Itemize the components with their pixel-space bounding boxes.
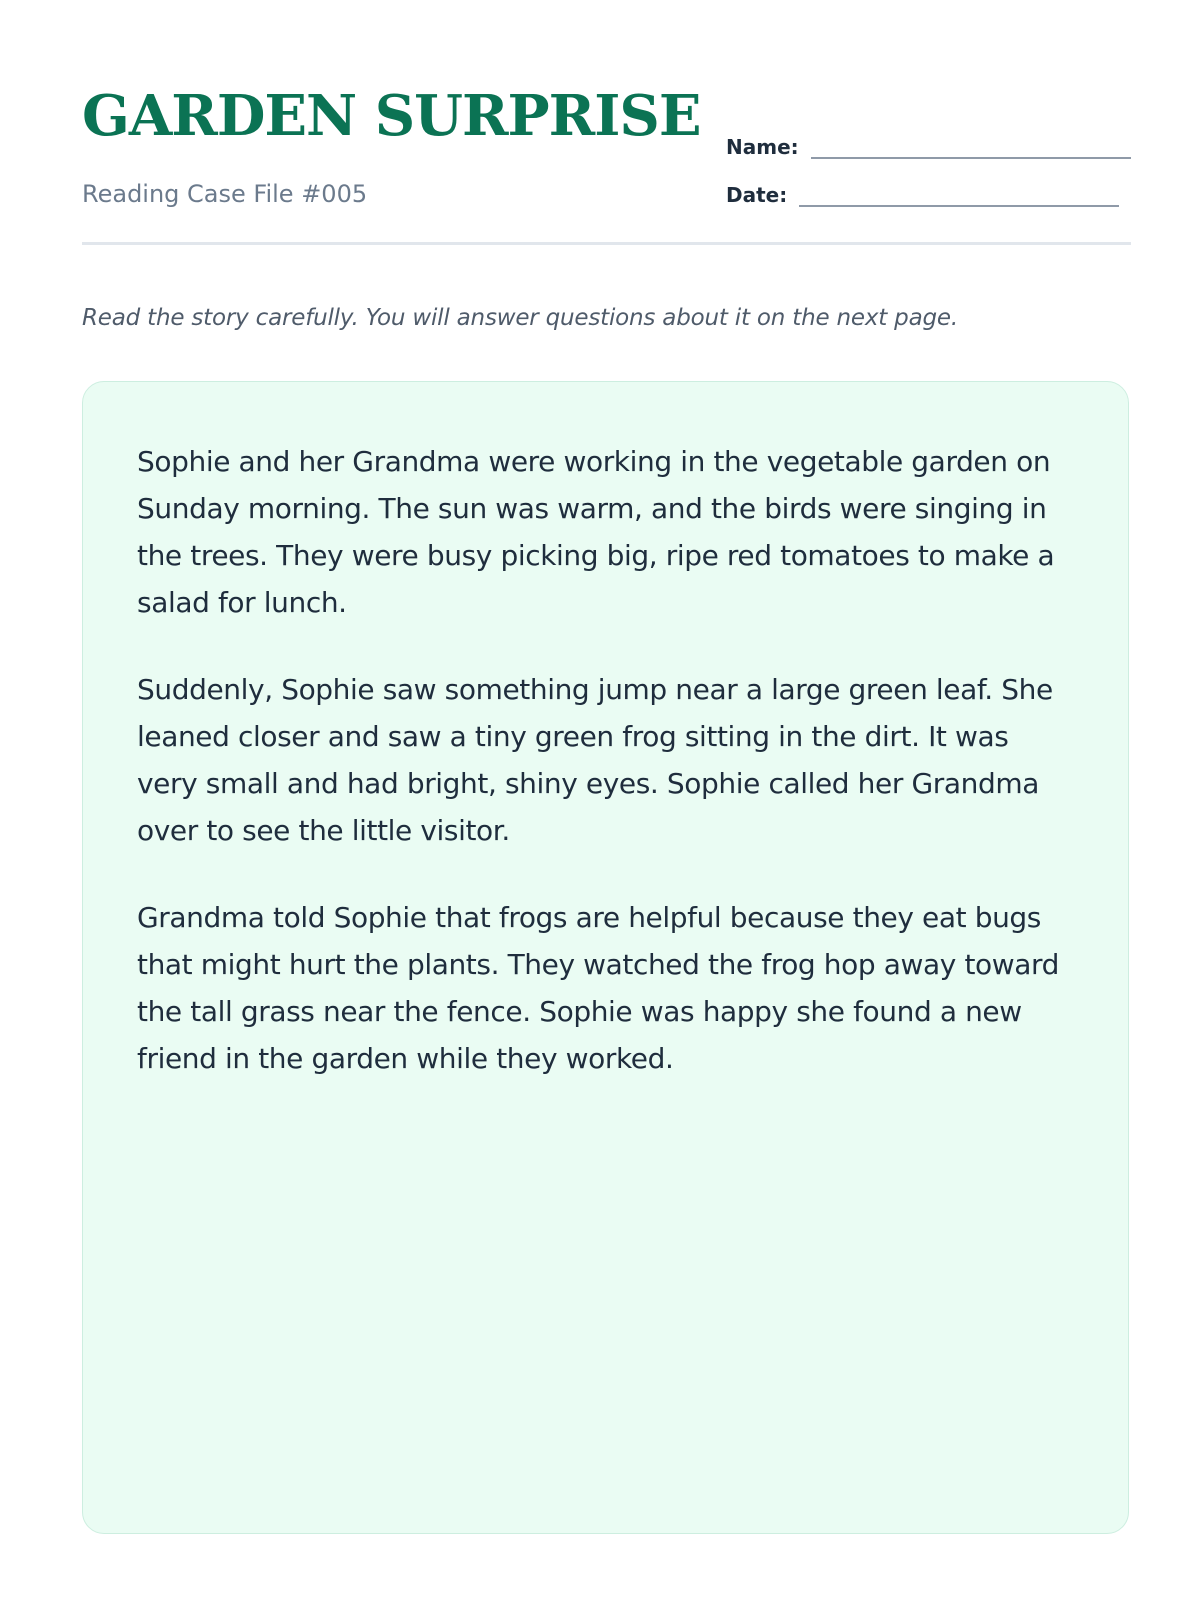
instructions-text: Read the story carefully. You will answer questions about it on the next page.	[82, 305, 958, 331]
story-box	[82, 381, 1129, 1534]
name-field[interactable]	[726, 134, 1131, 160]
story-paragraph-2: Suddenly, Sophie saw something jump near a large green leaf. She leaned closer and saw a tiny green frog sitting in the dirt. It was very small and had bright, shiny eyes. Sophie called her Grandma over to see the little visitor.	[137, 673, 1053, 847]
story-paragraph-1: Sophie and her Grandma were working in the vegetable garden on Sunday morning. The sun was warm, and the birds were singing in the trees. They were busy picking big, ripe red tomatoes to make a salad for lunch.	[137, 445, 1055, 619]
case-file-subtitle: Reading Case File #005	[82, 180, 368, 208]
date-label: Date:	[726, 183, 788, 207]
page-title: GARDEN SURPRISE	[82, 83, 701, 149]
date-line[interactable]	[799, 205, 1119, 207]
date-field[interactable]	[726, 182, 1119, 208]
name-line[interactable]	[811, 157, 1131, 159]
worksheet-page	[82, 0, 1131, 1600]
story-paragraph-3: Grandma told Sophie that frogs are helpful because they eat bugs that might hurt the plants. They watched the frog hop away toward the tall grass near the fence. Sophie was happy she found a new friend in the garden while they worked.	[137, 901, 1060, 1075]
worksheet-header	[82, 0, 1131, 246]
name-label: Name:	[726, 135, 799, 159]
header-divider	[82, 242, 1131, 245]
